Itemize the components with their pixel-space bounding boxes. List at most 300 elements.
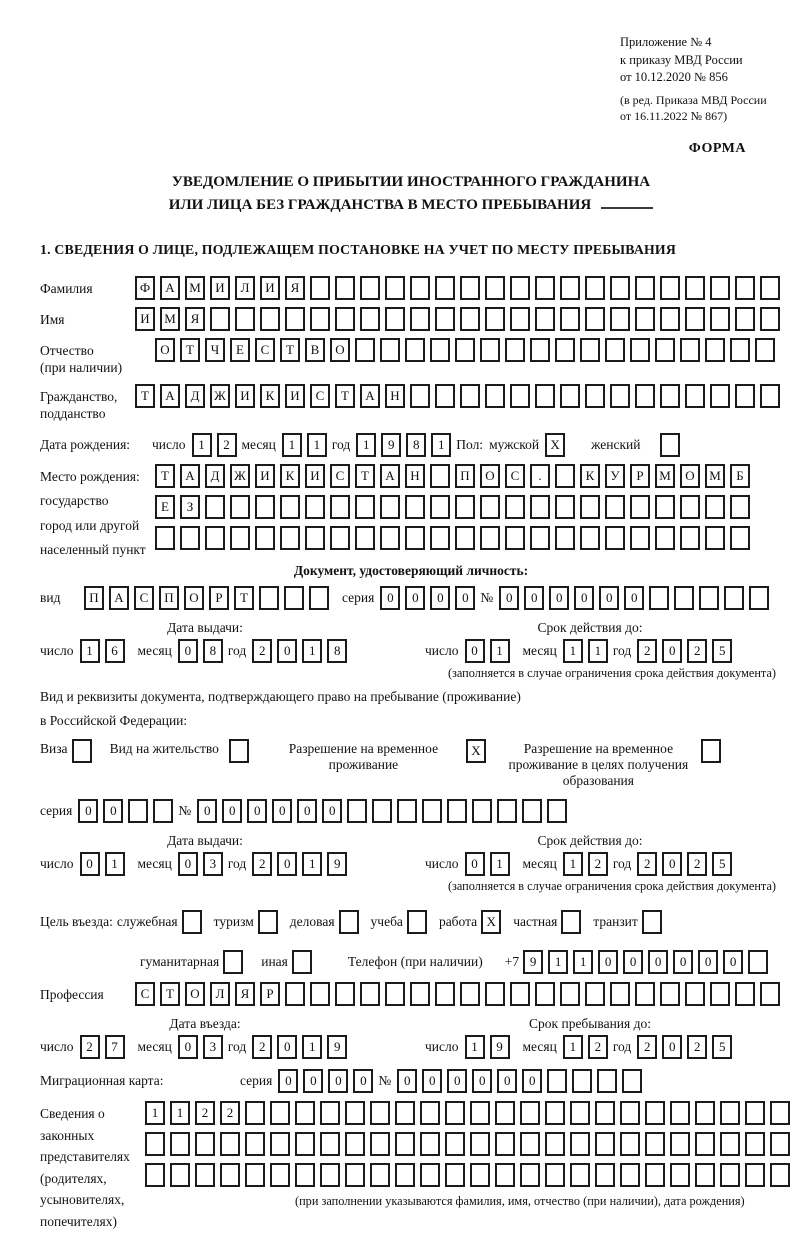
char-cell[interactable]	[560, 384, 580, 408]
char-cell[interactable]	[335, 982, 355, 1006]
char-cell[interactable]: 0	[278, 1069, 298, 1093]
char-cell[interactable]: 1	[563, 852, 583, 876]
char-cell[interactable]: 0	[297, 799, 317, 823]
char-cell[interactable]	[720, 1132, 740, 1156]
char-cell[interactable]: 0	[662, 852, 682, 876]
char-cell[interactable]: 5	[712, 852, 732, 876]
char-cell[interactable]	[270, 1101, 290, 1125]
char-cell[interactable]: 0	[599, 586, 619, 610]
char-cell[interactable]	[710, 307, 730, 331]
char-cell[interactable]	[635, 276, 655, 300]
char-cell[interactable]: 0	[624, 586, 644, 610]
char-cell[interactable]	[530, 338, 550, 362]
char-cell[interactable]: 0	[397, 1069, 417, 1093]
char-cell[interactable]: 0	[247, 799, 267, 823]
char-cell[interactable]: 2	[588, 852, 608, 876]
char-cell[interactable]	[170, 1163, 190, 1187]
char-cell[interactable]	[495, 1132, 515, 1156]
char-cell[interactable]	[422, 799, 442, 823]
char-cell[interactable]	[730, 495, 750, 519]
char-cell[interactable]	[570, 1132, 590, 1156]
char-cell[interactable]	[660, 982, 680, 1006]
char-cell[interactable]: 0	[524, 586, 544, 610]
char-cell[interactable]	[585, 307, 605, 331]
char-cell[interactable]	[555, 338, 575, 362]
char-cell[interactable]: 0	[662, 639, 682, 663]
char-cell[interactable]: И	[260, 276, 280, 300]
char-cell[interactable]	[685, 982, 705, 1006]
char-cell[interactable]	[705, 495, 725, 519]
char-cell[interactable]: 0	[549, 586, 569, 610]
char-cell[interactable]	[310, 982, 330, 1006]
char-cell[interactable]: Н	[405, 464, 425, 488]
purpose-work-checkbox[interactable]: X	[481, 910, 501, 934]
char-cell[interactable]: С	[505, 464, 525, 488]
char-cell[interactable]	[170, 1132, 190, 1156]
char-cell[interactable]	[695, 1132, 715, 1156]
title-blank-line[interactable]	[601, 195, 653, 209]
char-cell[interactable]	[585, 384, 605, 408]
char-cell[interactable]: В	[305, 338, 325, 362]
char-cell[interactable]	[705, 338, 725, 362]
char-cell[interactable]	[145, 1132, 165, 1156]
char-cell[interactable]: 2	[588, 1035, 608, 1059]
char-cell[interactable]	[355, 338, 375, 362]
char-cell[interactable]	[560, 307, 580, 331]
char-cell[interactable]	[760, 384, 780, 408]
char-cell[interactable]	[280, 495, 300, 519]
char-cell[interactable]	[405, 495, 425, 519]
visa-checkbox[interactable]	[72, 739, 92, 763]
char-cell[interactable]	[555, 495, 575, 519]
char-cell[interactable]	[270, 1132, 290, 1156]
char-cell[interactable]	[695, 1101, 715, 1125]
char-cell[interactable]	[245, 1101, 265, 1125]
char-cell[interactable]	[770, 1132, 790, 1156]
char-cell[interactable]	[760, 307, 780, 331]
char-cell[interactable]: 2	[80, 1035, 100, 1059]
char-cell[interactable]: 1	[302, 852, 322, 876]
char-cell[interactable]	[735, 982, 755, 1006]
char-cell[interactable]	[435, 982, 455, 1006]
char-cell[interactable]: 0	[623, 950, 643, 974]
char-cell[interactable]	[330, 526, 350, 550]
char-cell[interactable]: 1	[490, 852, 510, 876]
char-cell[interactable]: 0	[662, 1035, 682, 1059]
char-cell[interactable]	[585, 982, 605, 1006]
char-cell[interactable]	[220, 1132, 240, 1156]
char-cell[interactable]: С	[135, 982, 155, 1006]
char-cell[interactable]	[699, 586, 719, 610]
char-cell[interactable]	[510, 982, 530, 1006]
char-cell[interactable]	[128, 799, 148, 823]
char-cell[interactable]	[710, 276, 730, 300]
char-cell[interactable]	[480, 526, 500, 550]
char-cell[interactable]	[295, 1101, 315, 1125]
char-cell[interactable]: 1	[192, 433, 212, 457]
char-cell[interactable]: Т	[180, 338, 200, 362]
char-cell[interactable]	[385, 307, 405, 331]
char-cell[interactable]	[595, 1101, 615, 1125]
char-cell[interactable]: Т	[355, 464, 375, 488]
char-cell[interactable]	[610, 982, 630, 1006]
char-cell[interactable]	[360, 276, 380, 300]
char-cell[interactable]	[630, 495, 650, 519]
char-cell[interactable]	[380, 526, 400, 550]
char-cell[interactable]	[495, 1101, 515, 1125]
char-cell[interactable]: 0	[574, 586, 594, 610]
char-cell[interactable]: Т	[135, 384, 155, 408]
char-cell[interactable]: А	[180, 464, 200, 488]
char-cell[interactable]	[380, 495, 400, 519]
char-cell[interactable]	[295, 1163, 315, 1187]
char-cell[interactable]	[635, 982, 655, 1006]
char-cell[interactable]: 0	[430, 586, 450, 610]
char-cell[interactable]: 1	[145, 1101, 165, 1125]
char-cell[interactable]: 0	[277, 852, 297, 876]
char-cell[interactable]	[680, 338, 700, 362]
char-cell[interactable]: 0	[178, 639, 198, 663]
char-cell[interactable]: И	[305, 464, 325, 488]
char-cell[interactable]	[770, 1163, 790, 1187]
char-cell[interactable]	[360, 307, 380, 331]
char-cell[interactable]: 0	[103, 799, 123, 823]
char-cell[interactable]	[760, 982, 780, 1006]
char-cell[interactable]: 0	[277, 639, 297, 663]
char-cell[interactable]	[260, 307, 280, 331]
char-cell[interactable]: 0	[78, 799, 98, 823]
char-cell[interactable]	[755, 338, 775, 362]
char-cell[interactable]	[410, 384, 430, 408]
char-cell[interactable]: П	[159, 586, 179, 610]
char-cell[interactable]	[749, 586, 769, 610]
char-cell[interactable]	[585, 276, 605, 300]
char-cell[interactable]	[720, 1163, 740, 1187]
purpose-humanitarian-checkbox[interactable]	[223, 950, 243, 974]
char-cell[interactable]	[470, 1132, 490, 1156]
char-cell[interactable]: 0	[353, 1069, 373, 1093]
char-cell[interactable]: Т	[280, 338, 300, 362]
char-cell[interactable]	[685, 384, 705, 408]
char-cell[interactable]: 7	[105, 1035, 125, 1059]
char-cell[interactable]: А	[160, 384, 180, 408]
char-cell[interactable]	[295, 1132, 315, 1156]
char-cell[interactable]: К	[260, 384, 280, 408]
char-cell[interactable]: 1	[548, 950, 568, 974]
char-cell[interactable]	[560, 276, 580, 300]
char-cell[interactable]	[735, 384, 755, 408]
char-cell[interactable]	[505, 495, 525, 519]
purpose-private-checkbox[interactable]	[561, 910, 581, 934]
char-cell[interactable]	[660, 276, 680, 300]
char-cell[interactable]	[370, 1163, 390, 1187]
char-cell[interactable]	[555, 464, 575, 488]
char-cell[interactable]: Т	[160, 982, 180, 1006]
char-cell[interactable]	[380, 338, 400, 362]
char-cell[interactable]: 2	[195, 1101, 215, 1125]
char-cell[interactable]: 2	[217, 433, 237, 457]
char-cell[interactable]: 5	[712, 639, 732, 663]
char-cell[interactable]: Р	[209, 586, 229, 610]
char-cell[interactable]	[510, 384, 530, 408]
char-cell[interactable]: 1	[465, 1035, 485, 1059]
char-cell[interactable]	[670, 1101, 690, 1125]
char-cell[interactable]: Ж	[210, 384, 230, 408]
char-cell[interactable]	[505, 526, 525, 550]
char-cell[interactable]	[685, 276, 705, 300]
purpose-other-checkbox[interactable]	[292, 950, 312, 974]
char-cell[interactable]	[320, 1101, 340, 1125]
char-cell[interactable]: 0	[322, 799, 342, 823]
char-cell[interactable]	[430, 526, 450, 550]
char-cell[interactable]: 2	[687, 1035, 707, 1059]
char-cell[interactable]: 2	[687, 852, 707, 876]
char-cell[interactable]: А	[380, 464, 400, 488]
char-cell[interactable]: С	[330, 464, 350, 488]
char-cell[interactable]	[495, 1163, 515, 1187]
char-cell[interactable]	[305, 526, 325, 550]
char-cell[interactable]: И	[285, 384, 305, 408]
char-cell[interactable]	[670, 1163, 690, 1187]
char-cell[interactable]: Т	[155, 464, 175, 488]
char-cell[interactable]: 0	[447, 1069, 467, 1093]
char-cell[interactable]: К	[280, 464, 300, 488]
char-cell[interactable]	[345, 1101, 365, 1125]
male-checkbox[interactable]: X	[545, 433, 565, 457]
char-cell[interactable]	[705, 526, 725, 550]
char-cell[interactable]: Я	[285, 276, 305, 300]
char-cell[interactable]: 2	[637, 852, 657, 876]
char-cell[interactable]	[435, 276, 455, 300]
char-cell[interactable]	[335, 307, 355, 331]
char-cell[interactable]: О	[680, 464, 700, 488]
char-cell[interactable]	[320, 1132, 340, 1156]
char-cell[interactable]: 0	[465, 852, 485, 876]
purpose-tourism-checkbox[interactable]	[258, 910, 278, 934]
char-cell[interactable]	[545, 1101, 565, 1125]
char-cell[interactable]	[535, 276, 555, 300]
char-cell[interactable]: 0	[197, 799, 217, 823]
char-cell[interactable]	[320, 1163, 340, 1187]
char-cell[interactable]: Ф	[135, 276, 155, 300]
char-cell[interactable]	[680, 495, 700, 519]
char-cell[interactable]	[580, 526, 600, 550]
char-cell[interactable]	[530, 495, 550, 519]
char-cell[interactable]	[535, 384, 555, 408]
char-cell[interactable]	[597, 1069, 617, 1093]
purpose-official-checkbox[interactable]	[182, 910, 202, 934]
char-cell[interactable]: 6	[105, 639, 125, 663]
char-cell[interactable]	[370, 1101, 390, 1125]
char-cell[interactable]: 1	[170, 1101, 190, 1125]
char-cell[interactable]	[285, 307, 305, 331]
char-cell[interactable]	[205, 526, 225, 550]
char-cell[interactable]	[520, 1163, 540, 1187]
char-cell[interactable]	[545, 1132, 565, 1156]
char-cell[interactable]: 1	[282, 433, 302, 457]
char-cell[interactable]	[545, 1163, 565, 1187]
char-cell[interactable]	[505, 338, 525, 362]
char-cell[interactable]	[485, 982, 505, 1006]
char-cell[interactable]	[460, 982, 480, 1006]
char-cell[interactable]: У	[605, 464, 625, 488]
char-cell[interactable]	[655, 495, 675, 519]
char-cell[interactable]: К	[580, 464, 600, 488]
char-cell[interactable]: Н	[385, 384, 405, 408]
char-cell[interactable]	[535, 307, 555, 331]
char-cell[interactable]	[730, 526, 750, 550]
char-cell[interactable]: 9	[490, 1035, 510, 1059]
char-cell[interactable]	[235, 307, 255, 331]
char-cell[interactable]	[470, 1163, 490, 1187]
char-cell[interactable]: Д	[185, 384, 205, 408]
char-cell[interactable]	[645, 1101, 665, 1125]
char-cell[interactable]: 8	[327, 639, 347, 663]
char-cell[interactable]	[674, 586, 694, 610]
char-cell[interactable]: Т	[234, 586, 254, 610]
char-cell[interactable]	[145, 1163, 165, 1187]
char-cell[interactable]	[580, 338, 600, 362]
char-cell[interactable]: 2	[252, 639, 272, 663]
char-cell[interactable]	[195, 1132, 215, 1156]
char-cell[interactable]	[230, 495, 250, 519]
char-cell[interactable]	[445, 1163, 465, 1187]
char-cell[interactable]: С	[310, 384, 330, 408]
char-cell[interactable]: 0	[673, 950, 693, 974]
char-cell[interactable]	[455, 495, 475, 519]
char-cell[interactable]	[210, 307, 230, 331]
char-cell[interactable]: 5	[712, 1035, 732, 1059]
char-cell[interactable]: 1	[490, 639, 510, 663]
char-cell[interactable]	[645, 1132, 665, 1156]
char-cell[interactable]	[670, 1132, 690, 1156]
char-cell[interactable]	[735, 276, 755, 300]
char-cell[interactable]	[570, 1101, 590, 1125]
char-cell[interactable]: А	[360, 384, 380, 408]
char-cell[interactable]: Р	[260, 982, 280, 1006]
char-cell[interactable]	[255, 526, 275, 550]
char-cell[interactable]: Я	[185, 307, 205, 331]
char-cell[interactable]	[355, 495, 375, 519]
char-cell[interactable]	[572, 1069, 592, 1093]
char-cell[interactable]	[245, 1163, 265, 1187]
char-cell[interactable]	[430, 338, 450, 362]
char-cell[interactable]	[745, 1163, 765, 1187]
char-cell[interactable]: С	[255, 338, 275, 362]
char-cell[interactable]: Я	[235, 982, 255, 1006]
char-cell[interactable]	[710, 384, 730, 408]
char-cell[interactable]	[655, 526, 675, 550]
char-cell[interactable]	[372, 799, 392, 823]
char-cell[interactable]: 1	[80, 639, 100, 663]
char-cell[interactable]	[649, 586, 669, 610]
char-cell[interactable]	[345, 1132, 365, 1156]
char-cell[interactable]	[460, 276, 480, 300]
char-cell[interactable]	[205, 495, 225, 519]
char-cell[interactable]	[445, 1132, 465, 1156]
char-cell[interactable]: М	[160, 307, 180, 331]
char-cell[interactable]: 1	[356, 433, 376, 457]
female-checkbox[interactable]	[660, 433, 680, 457]
purpose-study-checkbox[interactable]	[407, 910, 427, 934]
char-cell[interactable]	[430, 464, 450, 488]
char-cell[interactable]	[245, 1132, 265, 1156]
char-cell[interactable]	[735, 307, 755, 331]
char-cell[interactable]	[370, 1132, 390, 1156]
char-cell[interactable]	[748, 950, 768, 974]
char-cell[interactable]	[485, 384, 505, 408]
char-cell[interactable]	[724, 586, 744, 610]
char-cell[interactable]: 0	[222, 799, 242, 823]
char-cell[interactable]	[630, 526, 650, 550]
char-cell[interactable]: 9	[523, 950, 543, 974]
char-cell[interactable]	[535, 982, 555, 1006]
char-cell[interactable]	[395, 1163, 415, 1187]
char-cell[interactable]	[660, 384, 680, 408]
char-cell[interactable]: 0	[648, 950, 668, 974]
char-cell[interactable]: О	[184, 586, 204, 610]
char-cell[interactable]	[284, 586, 304, 610]
char-cell[interactable]	[530, 526, 550, 550]
char-cell[interactable]: 0	[277, 1035, 297, 1059]
char-cell[interactable]: П	[455, 464, 475, 488]
char-cell[interactable]: 2	[252, 852, 272, 876]
char-cell[interactable]	[460, 307, 480, 331]
char-cell[interactable]	[660, 307, 680, 331]
char-cell[interactable]: 1	[573, 950, 593, 974]
char-cell[interactable]: Л	[210, 982, 230, 1006]
char-cell[interactable]: 0	[465, 639, 485, 663]
residence-permit-checkbox[interactable]	[229, 739, 249, 763]
char-cell[interactable]: 0	[422, 1069, 442, 1093]
char-cell[interactable]: Д	[205, 464, 225, 488]
char-cell[interactable]	[630, 338, 650, 362]
char-cell[interactable]: 0	[522, 1069, 542, 1093]
char-cell[interactable]	[270, 1163, 290, 1187]
char-cell[interactable]: 2	[687, 639, 707, 663]
char-cell[interactable]	[645, 1163, 665, 1187]
char-cell[interactable]	[385, 276, 405, 300]
char-cell[interactable]	[255, 495, 275, 519]
char-cell[interactable]: М	[655, 464, 675, 488]
char-cell[interactable]	[455, 526, 475, 550]
char-cell[interactable]	[570, 1163, 590, 1187]
char-cell[interactable]: 1	[588, 639, 608, 663]
char-cell[interactable]	[485, 276, 505, 300]
char-cell[interactable]	[605, 338, 625, 362]
char-cell[interactable]	[710, 982, 730, 1006]
char-cell[interactable]	[310, 307, 330, 331]
char-cell[interactable]	[547, 799, 567, 823]
char-cell[interactable]	[330, 495, 350, 519]
char-cell[interactable]: 2	[252, 1035, 272, 1059]
char-cell[interactable]	[470, 1101, 490, 1125]
char-cell[interactable]: 0	[405, 586, 425, 610]
purpose-transit-checkbox[interactable]	[642, 910, 662, 934]
char-cell[interactable]	[510, 307, 530, 331]
char-cell[interactable]: 0	[303, 1069, 323, 1093]
char-cell[interactable]	[560, 982, 580, 1006]
char-cell[interactable]: 0	[497, 1069, 517, 1093]
char-cell[interactable]: 1	[307, 433, 327, 457]
char-cell[interactable]	[522, 799, 542, 823]
char-cell[interactable]	[153, 799, 173, 823]
char-cell[interactable]	[695, 1163, 715, 1187]
char-cell[interactable]	[305, 495, 325, 519]
char-cell[interactable]	[435, 307, 455, 331]
char-cell[interactable]	[720, 1101, 740, 1125]
char-cell[interactable]	[520, 1132, 540, 1156]
